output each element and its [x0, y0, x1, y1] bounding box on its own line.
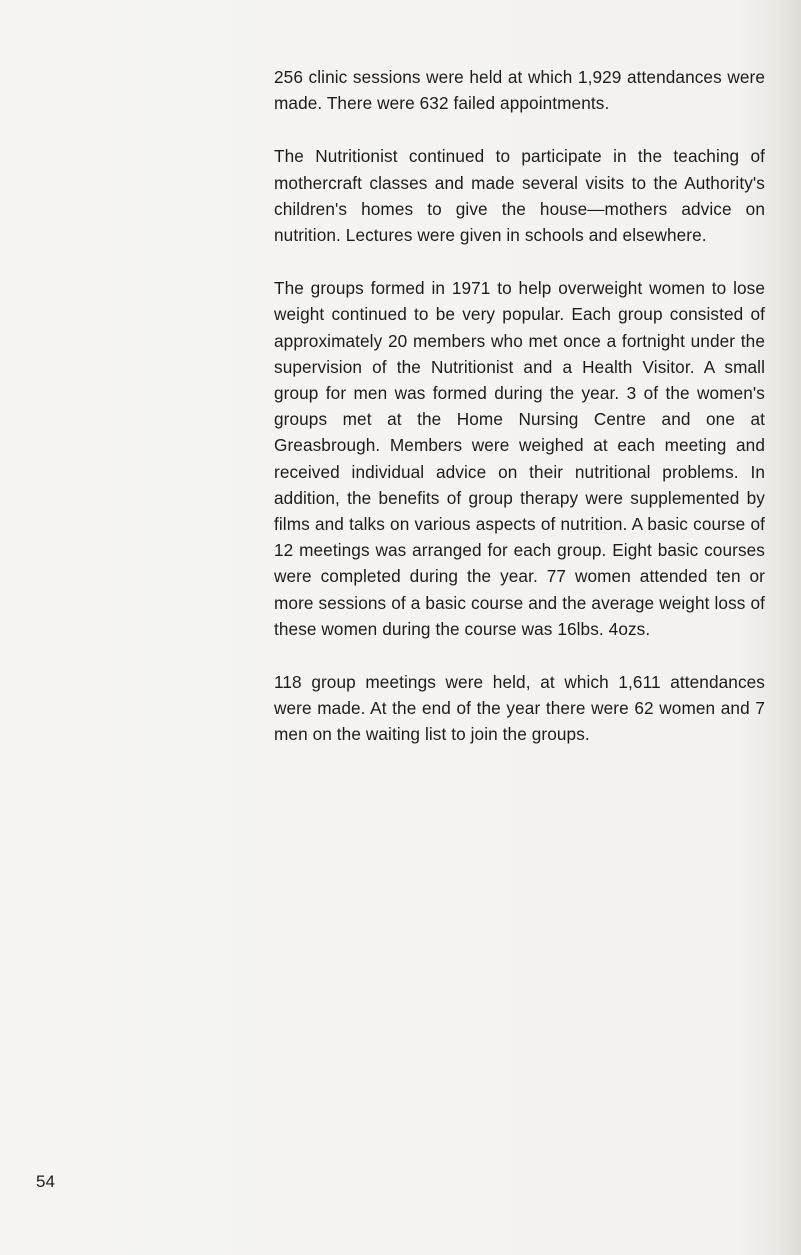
body-text [274, 64, 765, 748]
page-number: 54 [36, 1172, 55, 1191]
paragraph-overweight-groups: The groups formed in 1971 to help overweight women to lose weight continued to be very popular. Each group consisted of approximately 20 members who met once a fortnight under the supervision of the Nutritionist and a Health Visitor. A small group for men was formed during the year. 3 of the women's groups met at the Home Nursing Centre and one at Greasbrough. Members were weighed at each meeting and received individual advice on their nutritional problems. In addition, the benefits of group therapy were supplemented by films and talks on various aspects of nutrition. A basic course of 12 meetings was arranged for each group. Eight basic courses were completed during the year. 77 women attended ten or more sessions of a basic course and the average weight loss of these women during the course was 16lbs. 4ozs. [274, 278, 765, 639]
paragraph-nutritionist: The Nutritionist continued to participate in the teaching of mothercraft classes and made several visits to the Authority's children's homes to give the house—mothers advice on nutrition. Lectures were given in schools and elsewhere. [274, 146, 765, 246]
paragraph-group-meetings: 118 group meetings were held, at which 1,611 attendances were made. At the end of the year there were 62 women and 7 men on the waiting list to join the groups. [274, 672, 765, 745]
paragraph-clinic-sessions: 256 clinic sessions were held at which 1,929 attendances were made. There were 632 failed appointments. [274, 67, 765, 114]
